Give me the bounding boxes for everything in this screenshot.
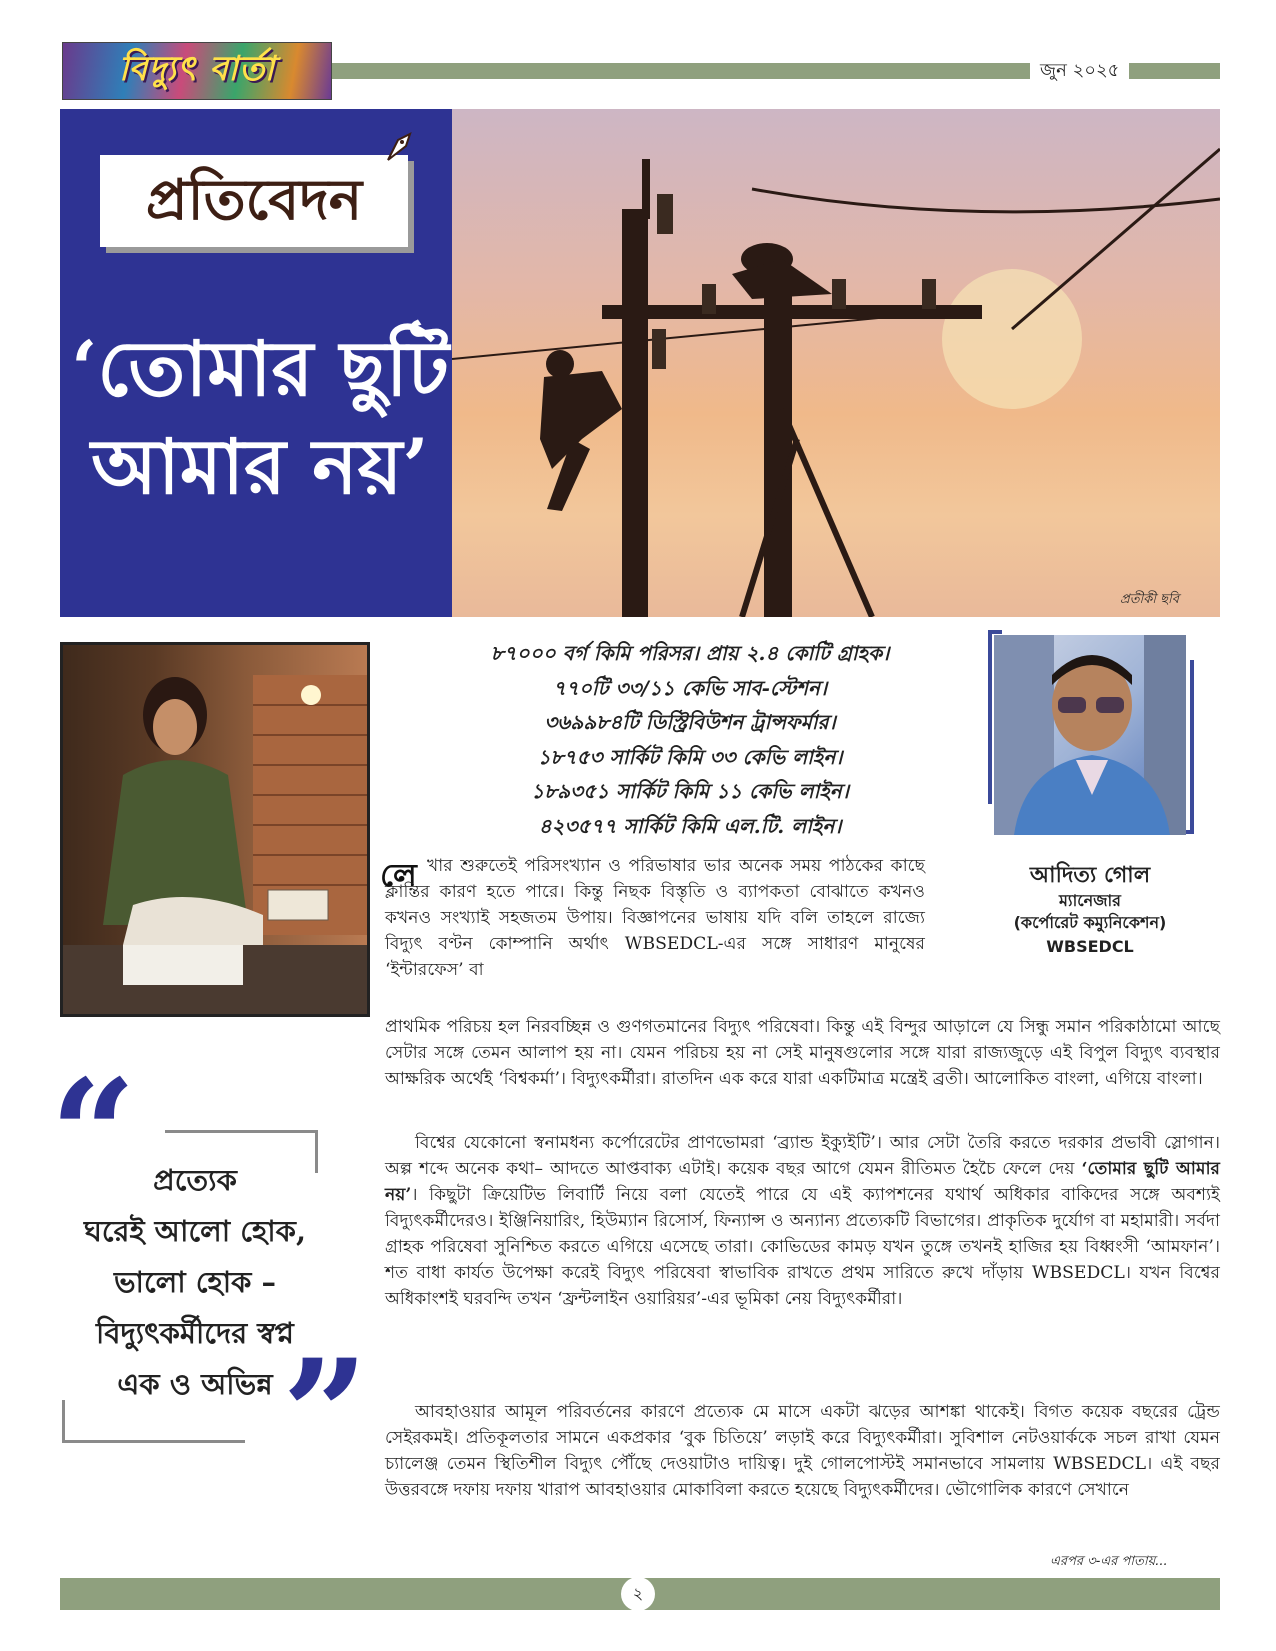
- issue-date: জুন ২০২৫: [1030, 58, 1129, 84]
- pull-quote: [40, 1155, 350, 1410]
- headline-line-1: ‘তোমার ছুটি: [70, 324, 450, 413]
- stat-line: ৩৬৯৯৮৪টি ডিস্ট্রিবিউশন ট্রান্সফর্মার।: [544, 710, 836, 734]
- stat-line: ১৮৭৫৩ সার্কিট কিমি ৩৩ কেভি লাইন।: [537, 744, 843, 769]
- pull-quote-line: এক ও অভিন্ন: [117, 1367, 273, 1401]
- article-paragraph-3: আবহাওয়ার আমূল পরিবর্তনের কারণে প্রত্যেক মে মাসে একটা ঝড়ের আশঙ্কা থাকেই। বিগত কয়েক বছরের ট্রেন্ড সেইরকমই। প্রতিকূলতার সামনে একপ্রকার ‘বুক চিতিয়ে’ লড়াই করে বিদ্যুৎকর্মীরা। সুবিশাল নেটওয়ার্ককে সচল রাখা যেমন চ্যালেঞ্জ তেমন স্থিতিশীল বিদ্যুৎ পৌঁছে দেওয়াটাও দায়িত্ব। দুই গোলপোস্টই সমানভাবে সামলায় WBSEDCL। এই বছর উত্তরবঙ্গে দফায় দফায় খারাপ আবহাওয়ার মোকাবিলা করতে হয়েছে বিদ্যুৎকর্মীদের। ভৌগোলিক কারণে সেখানে: [385, 1402, 1220, 1500]
- author-photo: [994, 635, 1186, 835]
- author-organisation: WBSEDCL: [1046, 937, 1134, 956]
- close-quote-icon: ”: [282, 1327, 369, 1503]
- article-paragraph-2: [385, 1130, 1220, 1312]
- author-department: (কর্পোরেট কম্যুনিকেশন): [1013, 913, 1167, 932]
- drop-cap: লে: [380, 856, 417, 894]
- headline: [70, 320, 450, 516]
- slogan-emphasis: ‘তোমার ছুটি আমার নয়’: [385, 1159, 1221, 1205]
- stat-line: ৪২৩৫৭৭ সার্কিট কিমি এল.টি. লাইন।: [538, 813, 842, 838]
- article-text: বিশ্বের যেকোনো স্বনামধন্য কর্পোরেটের প্রাণভোমরা ‘ব্র্যান্ড ইক্যুইটি’। আর সেটা তৈরি করতে দরকার প্রভাবী স্লোগান। অল্প শব্দে অনেক কথা– আদতে আপ্তবাক্য এটাই। কয়েক বছর আগে যেমন রীতিমত হৈচৈ ফেলে দেয়: [385, 1133, 1220, 1179]
- hero-photo-lineworkers: [452, 109, 1220, 617]
- article-paragraph-1b: প্রাথমিক পরিচয় হল নিরবচ্ছিন্ন ও গুণগতমানের বিদ্যুৎ পরিষেবা। কিন্তু এই বিন্দুর আড়ালে যে সিন্ধু সমান পরিকাঠামো আছে সেটার সঙ্গে তেমন আলাপ হয় না। যেমন পরিচয় হয় না সেই মানুষগুলোর সঙ্গে যারা রাজ্যজুড়ে এই বিপুল বিদ্যুৎ ব্যবস্থার আক্ষরিক অর্থেই ‘বিশ্বকর্মা’। বিদ্যুৎকর্মীরা। রাতদিন এক করে যারা একটিমাত্র মন্ত্রেই ব্রতী। আলোকিত বাংলা, এগিয়ে বাংলা।: [385, 1017, 1220, 1089]
- page-number: ২: [621, 1577, 655, 1611]
- open-quote-icon: “: [50, 1047, 137, 1223]
- pull-quote-line: ভালো হোক –: [113, 1265, 277, 1299]
- photo-caption: প্রতীকী ছবি: [1120, 592, 1179, 607]
- stats-block: [410, 636, 970, 843]
- masthead-logo: [62, 42, 332, 100]
- article-paragraph-1a: [385, 853, 925, 983]
- student-studying-photo: [60, 642, 370, 1017]
- fountain-pen-nib-icon: [384, 130, 418, 164]
- article-text: । কিছুটা ক্রিয়েটিভ লিবার্টি নিয়ে বলা যেতেই পারে যে এই ক্যাপশনের যথার্থ অধিকার বাকিদের সঙ্গে অবশ্যই বিদ্যুৎকর্মীদেরও। ইঞ্জিনিয়ারিং, হিউম্যান রিসোর্স, ফিন্যান্স ও অন্যান্য প্রত্যেকটি বিভাগের। প্রাকৃতিক দুর্যোগ বা মহামারী। সর্বদা গ্রাহক পরিষেবা সুনিশ্চিত করতে এগিয়ে এসেছে তারা। কোভিডের কামড় যখন তুঙ্গে তখনই হাজির হয় বিধ্বংসী ‘আমফান’। শত বাধা কার্যত উপেক্ষা করেই বিদ্যুৎ পরিষেবা স্বাভাবিক রাখতে প্রথম সারিতে রুখে দাঁড়ায় WBSEDCL। যখন বিশ্বের অধিকাংশই ঘরবন্দি তখন ‘ফ্রন্টলাইন ওয়ারিয়র’-এর ভূমিকা নেয় বিদ্যুৎকর্মীরা।: [385, 1185, 1220, 1309]
- section-tag: প্রতিবেদন: [145, 167, 363, 233]
- masthead-logo-text: বিদ্যুৎ বার্তা: [118, 48, 276, 89]
- stat-line: ৮৭০০০ বর্গ কিমি পরিসর। প্রায় ২.৪ কোটি গ্রাহক।: [490, 641, 890, 665]
- stat-line: ৭৭০টি ৩৩/১১ কেভি সাব-স্টেশন।: [552, 675, 828, 700]
- article-text: খার শুরুতেই পরিসংখ্যান ও পরিভাষার ভার অনেক সময় পাঠকের কাছে ক্লান্তির কারণ হতে পারে। কিন্তু নিছক বিস্তৃতি ও ব্যাপকতা বোঝাতে কখনও কখনও সংখ্যাই সহজতম উপায়। বিজ্ঞাপনের ভাষায় যদি বলি তাহলে রাজ্যে বিদ্যুৎ বণ্টন কোম্পানি অর্থাৎ WBSEDCL-এর সঙ্গে সাধারণ মানুষের ‘ইন্টারফেস’ বা: [385, 856, 925, 980]
- pull-quote-line: ঘরেই আলো হোক,: [83, 1214, 307, 1248]
- pull-quote-line: প্রত্যেক: [153, 1163, 237, 1197]
- lineworkers-silhouette: [452, 109, 1220, 617]
- author-name: আদিত্য গোল: [1029, 862, 1151, 888]
- continued-on-page-link: এরপর ৩-এর পাতায়...: [1050, 1554, 1168, 1569]
- stat-line: ১৮৯৩৫১ সার্কিট কিমি ১১ কেভি লাইন।: [531, 779, 849, 803]
- headline-line-2: আমার নয়’: [91, 422, 429, 511]
- author-role: ম্যানেজার: [1059, 891, 1121, 910]
- pull-quote-line: বিদ্যুৎকর্মীদের স্বপ্ন: [96, 1316, 294, 1350]
